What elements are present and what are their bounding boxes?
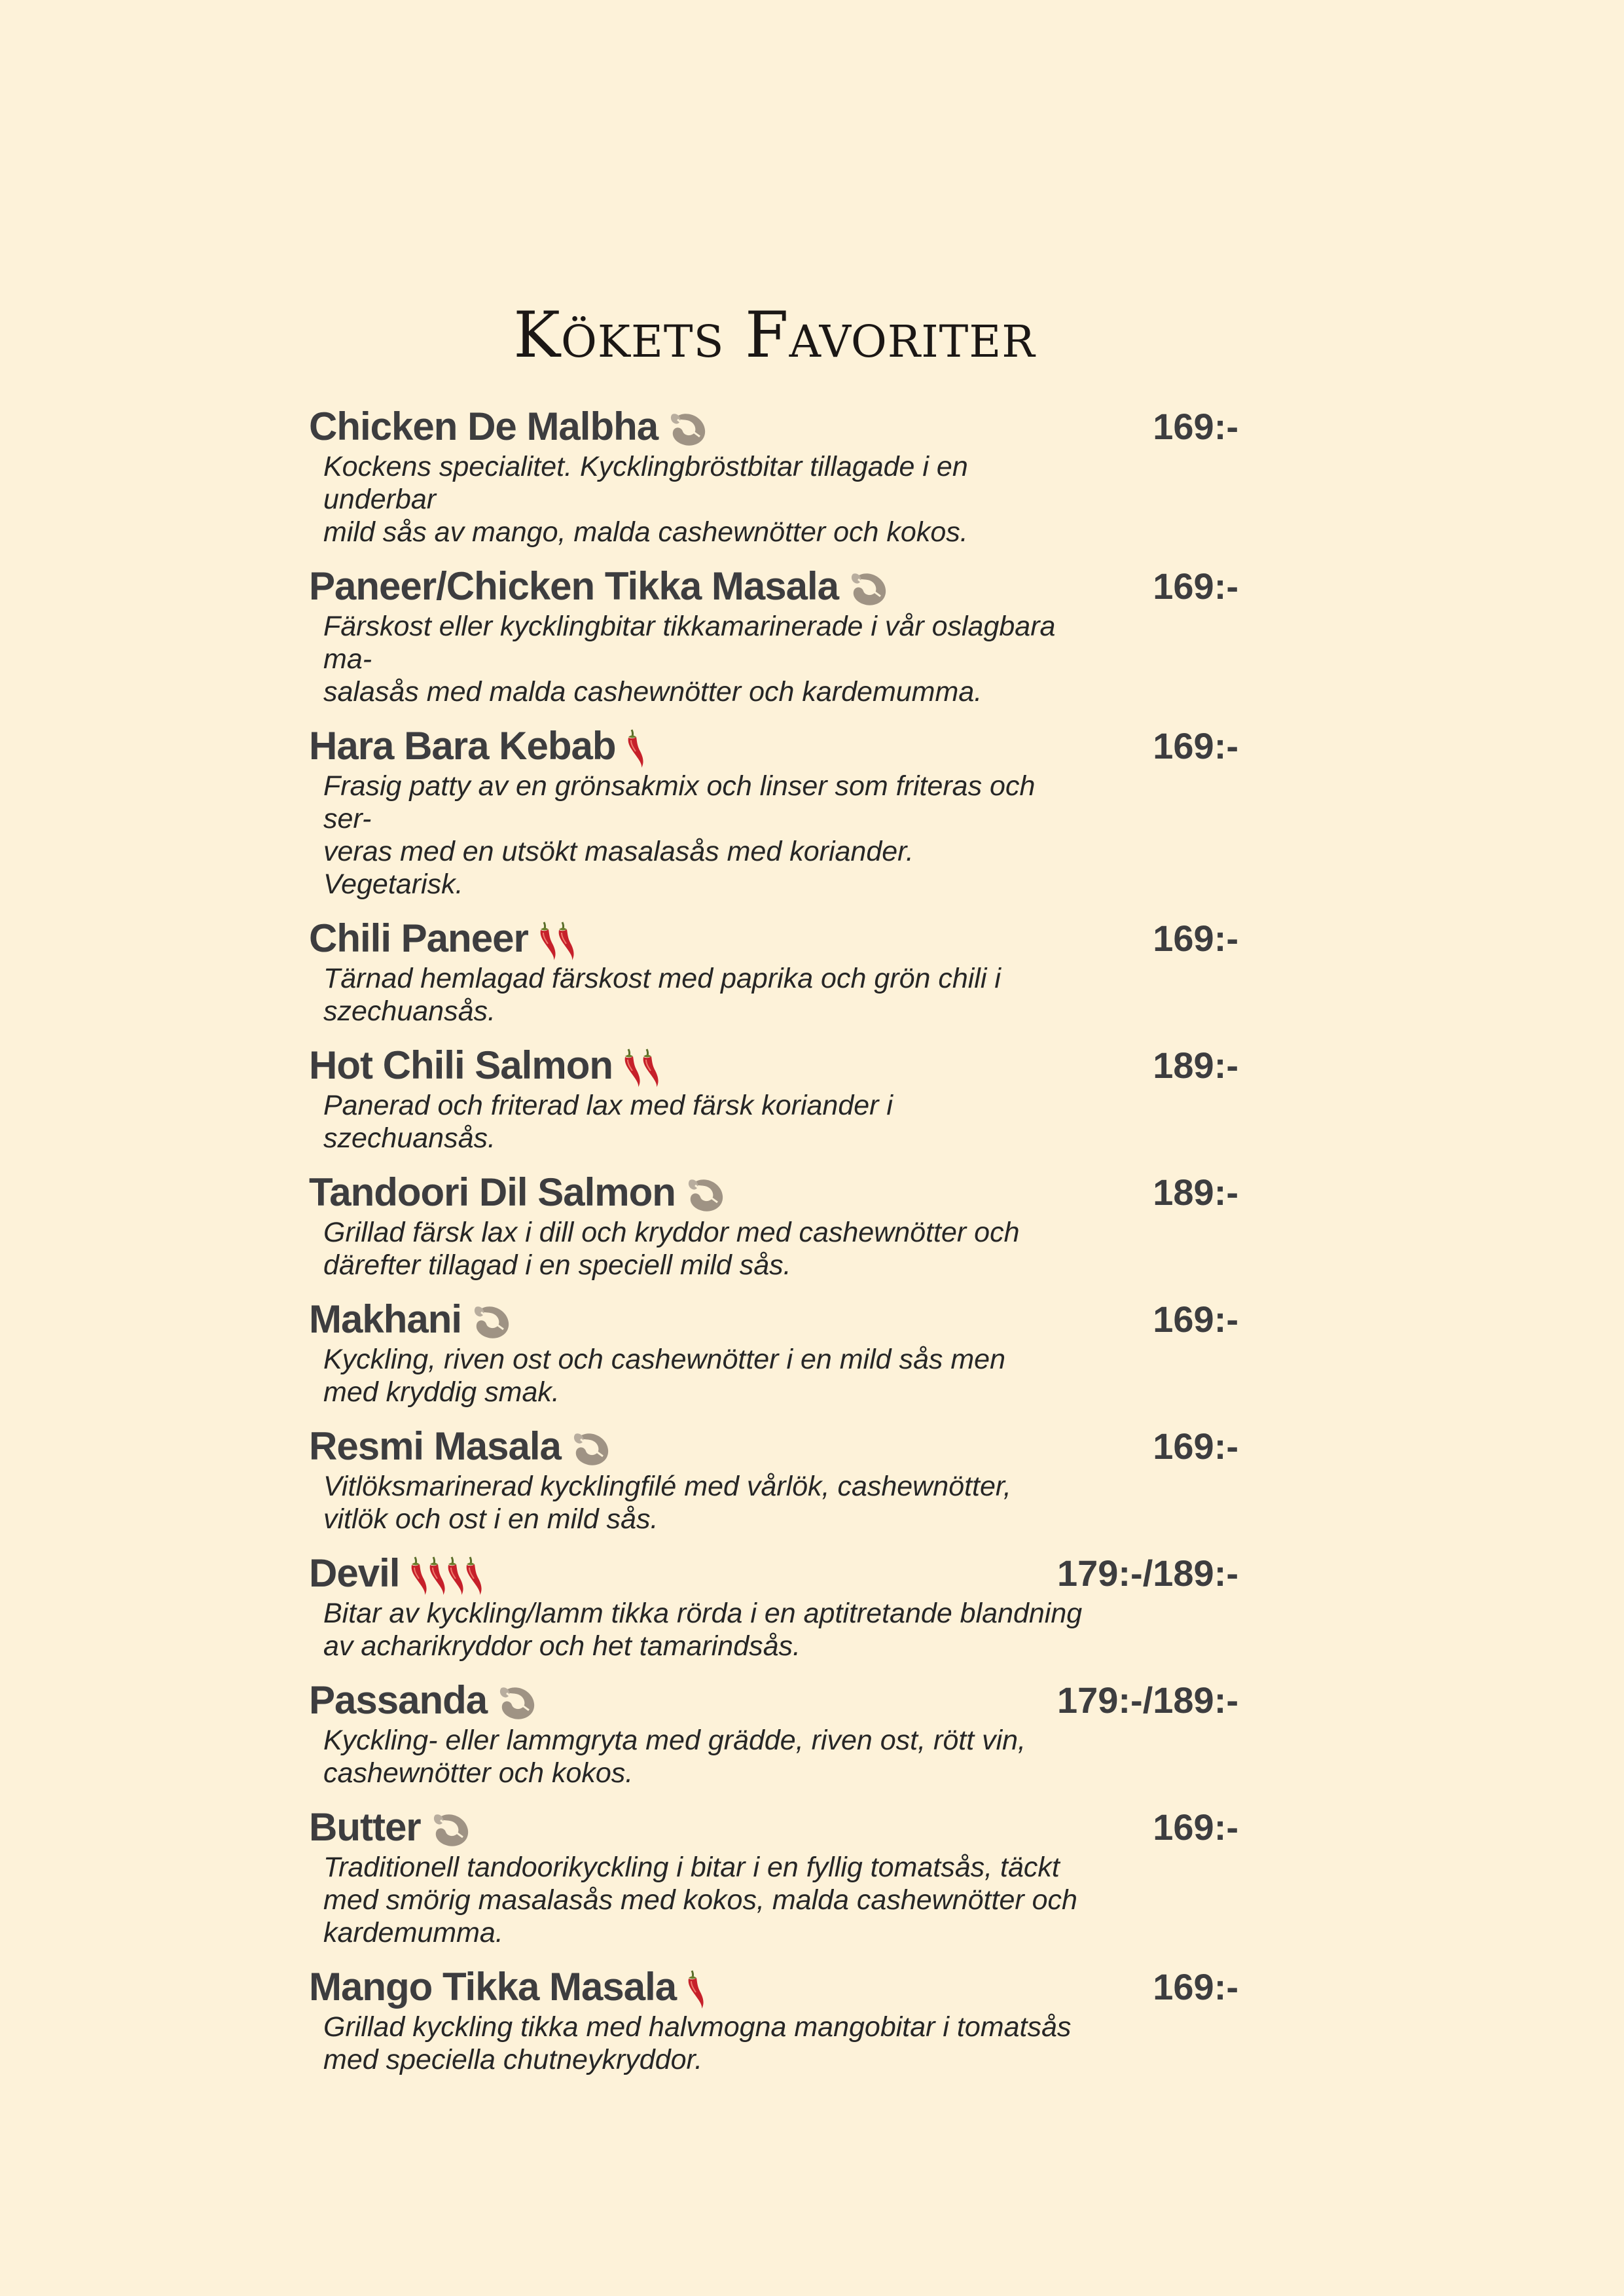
dish-name-line bbox=[309, 399, 706, 457]
dish-name-line bbox=[309, 911, 574, 969]
menu-item bbox=[309, 1546, 1238, 1662]
dish-description: Vitlöksmarinerad kycklingfilé med vårlök, cashewnötter, vitlök och ost i en mild sås. bbox=[323, 1471, 1011, 1535]
cashew-nut-icon bbox=[496, 1684, 538, 1722]
dish-description: Färskost eller kycklingbitar tikkamarinerade i vår oslagbara ma- salasås med malda cashewnötter och kardemumma. bbox=[323, 611, 1056, 708]
dish-icons bbox=[430, 1800, 469, 1855]
chili-pepper-icon bbox=[640, 1048, 661, 1088]
dish-name-line bbox=[309, 1165, 724, 1223]
dish-name: Hara Bara Kebab bbox=[309, 724, 616, 768]
dish-icons bbox=[685, 1960, 704, 2015]
dish-name-line bbox=[309, 1960, 704, 2017]
dish-description: Traditionell tandoorikyckling i bitar i en fyllig tomatsås, täckt med smörig masalasås med kokos, malda cashewnötter och kardemumma. bbox=[323, 1852, 1077, 1948]
dish-price: 169:- bbox=[1153, 918, 1238, 959]
dish-name: Resmi Masala bbox=[309, 1424, 561, 1468]
dish-name: Chili Paneer bbox=[309, 916, 528, 960]
cashew-nut-icon bbox=[430, 1811, 472, 1849]
chili-pepper-icon bbox=[463, 1556, 484, 1596]
dish-price: 169:- bbox=[1153, 1299, 1238, 1340]
chili-pepper-icon bbox=[625, 728, 646, 769]
menu-item bbox=[309, 1960, 1238, 2076]
dish-price: 169:- bbox=[1153, 725, 1238, 766]
dish-price: 169:- bbox=[1153, 565, 1238, 607]
dish-icons bbox=[622, 1038, 659, 1093]
dish-name-line bbox=[309, 1419, 609, 1477]
dish-icons bbox=[848, 559, 887, 614]
dish-name: Devil bbox=[309, 1551, 400, 1595]
dish-name-line bbox=[309, 1292, 510, 1350]
dish-name: Passanda bbox=[309, 1678, 488, 1722]
dish-description: Kyckling- eller lammgryta med grädde, riven ost, rött vin, cashewnötter och kokos. bbox=[323, 1725, 1026, 1789]
page-title: Kökets Favoriter bbox=[513, 298, 1036, 372]
dish-name-line bbox=[309, 559, 887, 617]
menu-item-header bbox=[309, 559, 1238, 614]
menu-item-header bbox=[309, 1673, 1238, 1728]
menu-item-header bbox=[309, 1800, 1238, 1855]
dish-description: Kockens specialitet. Kycklingbröstbitar tillagade i en underbar mild sås av mango, malda cashewnötter och kokos. bbox=[323, 451, 968, 548]
dish-description: Frasig patty av en grönsakmix och linser som friteras och ser- veras med en utsökt masalasås med koriander. Vegetarisk. bbox=[323, 770, 1036, 900]
cashew-nut-icon bbox=[667, 410, 709, 448]
dish-icons bbox=[471, 1292, 510, 1347]
menu-item bbox=[309, 1038, 1238, 1155]
dish-price: 169:- bbox=[1153, 1966, 1238, 2007]
dish-icons bbox=[537, 911, 574, 966]
cashew-nut-icon bbox=[685, 1176, 727, 1214]
dish-price: 189:- bbox=[1153, 1045, 1238, 1086]
dish-icons bbox=[625, 719, 643, 774]
menu-item bbox=[309, 1419, 1238, 1535]
menu-item bbox=[309, 1165, 1238, 1282]
menu-item-header bbox=[309, 1960, 1238, 2015]
menu-item-header bbox=[309, 1292, 1238, 1347]
menu-item bbox=[309, 1800, 1238, 1949]
menu-list bbox=[309, 399, 1238, 2087]
menu-item bbox=[309, 1673, 1238, 1789]
menu-item-header bbox=[309, 1165, 1238, 1220]
dish-description: Panerad och friterad lax med färsk koriander i szechuansås. bbox=[323, 1090, 893, 1154]
dish-name: Butter bbox=[309, 1805, 421, 1849]
dish-icons bbox=[667, 399, 706, 454]
menu-item bbox=[309, 1292, 1238, 1408]
dish-icons bbox=[685, 1165, 724, 1220]
dish-icons bbox=[496, 1673, 535, 1728]
menu-item bbox=[309, 559, 1238, 708]
dish-description: Grillad färsk lax i dill och kryddor med cashewnötter och därefter tillagad i en speciell mild sås. bbox=[323, 1217, 1020, 1281]
dish-name: Hot Chili Salmon bbox=[309, 1043, 613, 1087]
menu-item bbox=[309, 911, 1238, 1028]
menu-item-header bbox=[309, 1419, 1238, 1474]
dish-name-line bbox=[309, 1800, 469, 1857]
dish-name-line bbox=[309, 1673, 535, 1731]
menu-item bbox=[309, 719, 1238, 901]
dish-description: Kyckling, riven ost och cashewnötter i en mild sås men med kryddig smak. bbox=[323, 1344, 1006, 1408]
dish-name-line bbox=[309, 1546, 482, 1604]
menu-item bbox=[309, 399, 1238, 548]
dish-description: Tärnad hemlagad färskost med paprika och grön chili i szechuansås. bbox=[323, 963, 1001, 1027]
dish-price: 179:-/189:- bbox=[1056, 1552, 1238, 1594]
dish-name: Mango Tikka Masala bbox=[309, 1965, 677, 2009]
dish-icons bbox=[408, 1546, 482, 1601]
menu-item-header bbox=[309, 399, 1238, 454]
dish-icons bbox=[570, 1419, 609, 1474]
dish-name: Paneer/Chicken Tikka Masala bbox=[309, 564, 839, 608]
dish-price: 179:-/189:- bbox=[1056, 1679, 1238, 1721]
cashew-nut-icon bbox=[848, 570, 890, 608]
dish-price: 169:- bbox=[1153, 406, 1238, 447]
dish-name-line bbox=[309, 1038, 659, 1096]
menu-item-header bbox=[309, 719, 1238, 774]
menu-item-header bbox=[309, 1546, 1238, 1601]
chili-pepper-icon bbox=[685, 1969, 706, 2010]
dish-price: 169:- bbox=[1153, 1426, 1238, 1467]
menu-item-header bbox=[309, 911, 1238, 966]
dish-name: Chicken De Malbha bbox=[309, 404, 659, 448]
menu-item-header bbox=[309, 1038, 1238, 1093]
dish-name-line bbox=[309, 719, 643, 776]
cashew-nut-icon bbox=[471, 1303, 513, 1341]
dish-price: 189:- bbox=[1153, 1172, 1238, 1213]
dish-name: Makhani bbox=[309, 1297, 462, 1341]
dish-price: 169:- bbox=[1153, 1806, 1238, 1848]
chili-pepper-icon bbox=[556, 921, 577, 961]
dish-description: Bitar av kyckling/lamm tikka rörda i en aptitretande blandning av acharikryddor och het tamarindsås. bbox=[323, 1598, 1083, 1662]
dish-description: Grillad kyckling tikka med halvmogna mangobitar i tomatsås med speciella chutneykryddor. bbox=[323, 2011, 1072, 2075]
dish-name: Tandoori Dil Salmon bbox=[309, 1170, 676, 1214]
cashew-nut-icon bbox=[570, 1430, 612, 1468]
